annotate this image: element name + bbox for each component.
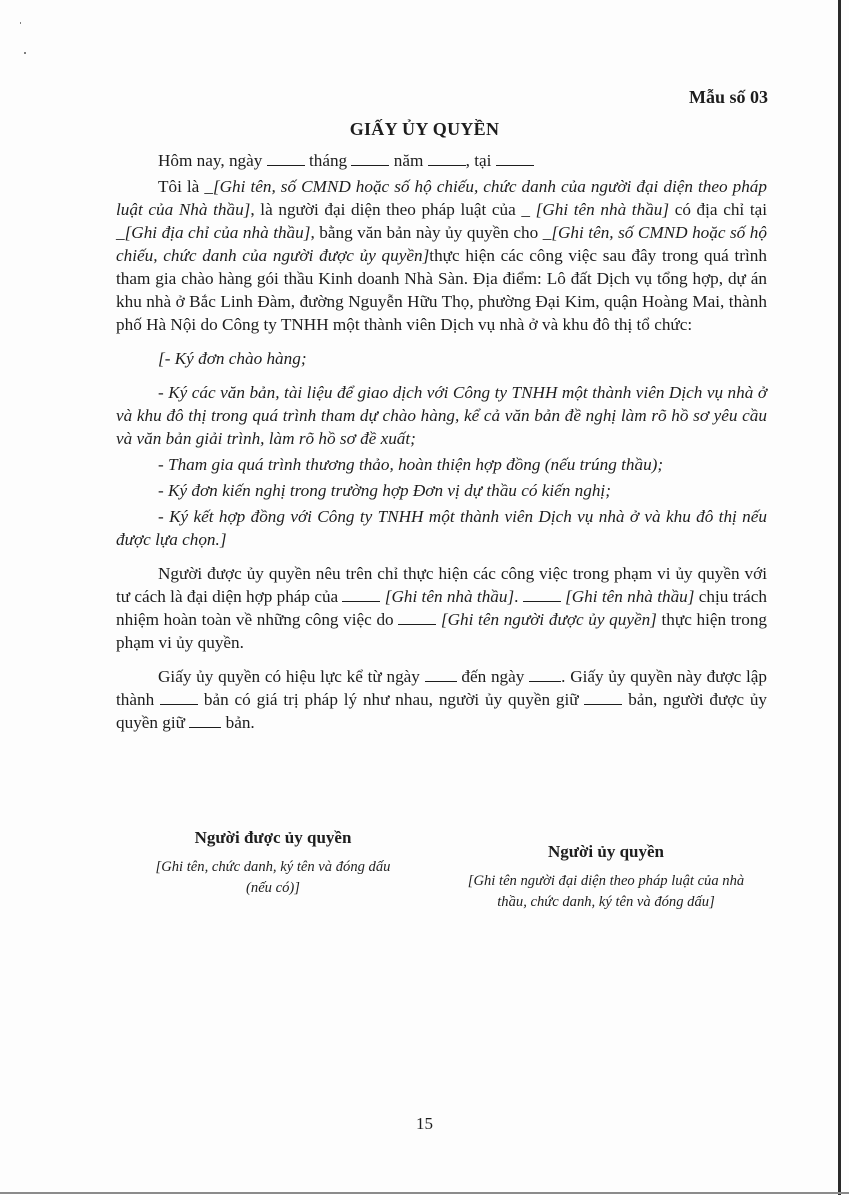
- blank-field: [496, 150, 534, 166]
- task-item: [116, 453, 767, 476]
- document-title: GIẤY ỦY QUYỀN: [349, 119, 500, 139]
- signature-note: [Ghi tên người đại diện theo pháp luật của nhà: [467, 873, 745, 889]
- text-segment: , bằng văn bản này ủy quyền cho: [310, 223, 543, 242]
- task-item: [116, 381, 767, 450]
- date-text: Hôm nay, ngày: [158, 151, 267, 170]
- placeholder-text: _[Ghi tên, số CMND hoặc số hộ chiếu, chức danh của người được ủy quyền]: [116, 223, 767, 265]
- signature-note: (nếu có)]: [246, 880, 300, 896]
- text-segment: bản có giá trị pháp lý như nhau, người ủy quyền giữ: [198, 690, 585, 709]
- scope-paragraph: [116, 562, 767, 654]
- placeholder-text: [Ghi tên người được ủy quyền]: [436, 610, 657, 629]
- task-item: [116, 479, 767, 502]
- text-segment: có địa chỉ tại: [669, 200, 768, 219]
- signature-note: [Ghi tên, chức danh, ký tên và đóng dấu: [155, 859, 391, 875]
- signature-title: Người được ủy quyền: [194, 828, 352, 847]
- document-body: [116, 149, 767, 734]
- task-text: - Ký các văn bản, tài liệu để giao dịch với Công ty TNHH một thành viên Dịch vụ nhà ở và khu đô thị trong quá trình tham dự chào hàng, kể cả văn bản đề nghị làm rõ hồ sơ yêu cầu và văn bản giải trình, làm rõ hồ sơ đề xuất;: [116, 383, 767, 448]
- task-item: [116, 505, 767, 551]
- text-segment: bản, người được ủy quyền giữ: [116, 690, 768, 732]
- date-text: tháng: [304, 151, 352, 170]
- date-line: [116, 149, 767, 172]
- text-segment: thực hiện các công việc sau đây trong quá trình tham gia chào hàng gói thầu Kinh doanh Nhà Sàn. Địa điểm: Lô đất Dịch vụ tổng hợp, dự án khu nhà ở Bắc Linh Đàm, đường Nguyễn Hữu Thọ, phường Đại Kim, quận Hoàng Mai, thành phố Hà Nội do Công ty TNHH một thành viên Dịch vụ nhà ở và khu đô thị tổ chức:: [116, 246, 767, 334]
- placeholder-text: _[Ghi tên, số CMND hoặc số hộ chiếu, chức danh của người đại diện theo pháp luật của Nhà thầu]: [116, 177, 767, 219]
- blank-field: [189, 712, 221, 728]
- text-segment: đến ngày: [456, 667, 530, 686]
- text-segment: . Giấy ủy quyền này được lập thành: [116, 667, 767, 709]
- task-text: - Ký đơn kiến nghị trong trường hợp Đơn vị dự thầu có kiến nghị;: [158, 481, 611, 500]
- text-segment: Giấy ủy quyền có hiệu lực kể từ ngày: [158, 667, 425, 686]
- blank-field: [351, 150, 389, 166]
- date-text: năm: [389, 151, 428, 170]
- scan-edge-bottom: [0, 1192, 849, 1194]
- authorization-paragraph: [116, 175, 767, 336]
- scan-speck: [24, 52, 26, 54]
- signature-block-authorized: [108, 826, 438, 899]
- text-segment: .: [514, 587, 523, 606]
- page-number: 15: [416, 1114, 433, 1133]
- task-text: - Tham gia quá trình thương thảo, hoàn thiện hợp đồng (nếu trúng thầu);: [158, 455, 664, 474]
- signature-title: Người ủy quyền: [548, 842, 664, 861]
- signature-note: thầu, chức danh, ký tên và đóng dấu]: [497, 894, 715, 910]
- text-segment: thực hiện trong phạm vi ủy quyền.: [116, 610, 768, 652]
- blank-field: [428, 150, 466, 166]
- placeholder-text: [Ghi tên nhà thầu]: [535, 200, 670, 219]
- scan-edge-right: [838, 0, 841, 1195]
- text-segment: Người được ủy quyền nêu trên chỉ thực hiện các công việc trong phạm vi ủy quyền với tư cách là đại diện hợp pháp của: [116, 564, 767, 606]
- task-text: - Ký kết hợp đồng với Công ty TNHH một thành viên Dịch vụ nhà ở và khu đô thị nếu được lựa chọn.]: [116, 507, 767, 549]
- text-segment: chịu trách nhiệm hoàn toàn về những công việc do: [116, 587, 767, 629]
- placeholder-text: [Ghi tên nhà thầu]: [380, 587, 515, 606]
- scan-speck: [20, 22, 21, 24]
- blank-field: [267, 150, 305, 166]
- blank-field: [425, 666, 457, 682]
- blank-field: [529, 666, 561, 682]
- task-text: [- Ký đơn chào hàng;: [158, 349, 307, 368]
- task-item: [116, 347, 767, 370]
- date-text: , tại: [465, 151, 496, 170]
- validity-paragraph: [116, 665, 767, 734]
- form-number: Mẫu số 03: [688, 87, 768, 107]
- blank-field: [160, 689, 198, 705]
- blank-field: [342, 586, 380, 602]
- text-segment: , là người đại diện theo pháp luật của _: [250, 200, 536, 219]
- text-segment: Tôi là: [158, 177, 205, 196]
- text-segment: bản.: [221, 713, 255, 732]
- blank-field: [523, 586, 561, 602]
- blank-field: [398, 609, 436, 625]
- signature-block-authorizer: [426, 840, 786, 913]
- blank-field: [584, 689, 622, 705]
- placeholder-text: [Ghi tên nhà thầu]: [560, 587, 695, 606]
- placeholder-text: _[Ghi địa chỉ của nhà thầu]: [116, 223, 311, 242]
